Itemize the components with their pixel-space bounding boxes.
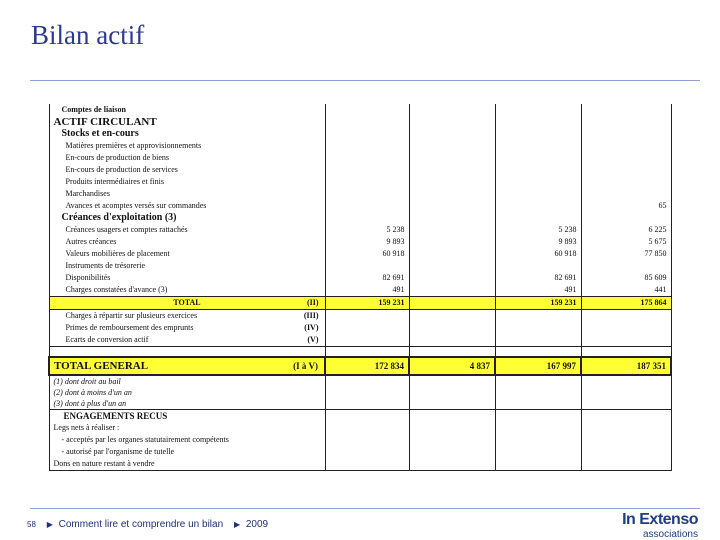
row-label: Avances et acomptes versés sur commandes: [49, 200, 325, 212]
footnote-row: [49, 387, 671, 398]
value-n1: 65: [581, 200, 671, 212]
row-code: (IV): [304, 323, 319, 332]
value-n1: 5 675: [581, 236, 671, 248]
footer-item: Comment lire et comprendre un bilan: [58, 519, 224, 530]
table-row: [49, 272, 671, 284]
subsection-heading: Créances d'exploitation (3): [49, 212, 325, 224]
row-label: Autres créances: [49, 236, 325, 248]
subtotal-row: [49, 297, 671, 310]
value-n1: 6 225: [581, 224, 671, 236]
value-brut: 5 238: [325, 224, 409, 236]
row-label: Valeurs mobilières de placement: [49, 248, 325, 260]
table-row: [49, 446, 671, 458]
row-label: Ecarts de conversion actif: [65, 335, 149, 344]
table-row: [49, 334, 671, 347]
row-label: Marchandises: [49, 188, 325, 200]
value-net: 60 918: [495, 248, 581, 260]
value-brut: 491: [325, 284, 409, 297]
row-label: - autorisé par l'organisme de tutelle: [49, 446, 325, 458]
row-label: Primes de remboursement des emprunts: [65, 323, 194, 332]
value-net: 491: [495, 284, 581, 297]
row-label: Dons en nature restant à vendre: [49, 458, 325, 471]
table-row: [49, 322, 671, 334]
footnote-row: [49, 398, 671, 410]
footnote-row: [49, 375, 671, 387]
section-heading: ACTIF CIRCULANT: [49, 116, 325, 128]
table-row: [49, 128, 671, 140]
balance-sheet-document: [48, 104, 672, 498]
value-n1: 441: [581, 284, 671, 297]
value-brut: 172 834: [325, 357, 409, 375]
page-title: Bilan actif: [31, 20, 145, 50]
footer: [27, 519, 268, 530]
row-label: Créances usagers et comptes rattachés: [49, 224, 325, 236]
value-net: 5 238: [495, 224, 581, 236]
table-row: [49, 458, 671, 471]
title-divider: [30, 80, 700, 81]
row-label: Matières premières et approvisionnements: [49, 140, 325, 152]
row-label: Comptes de liaison: [49, 104, 325, 116]
row-code: (III): [303, 311, 319, 320]
grand-total-row: [49, 357, 671, 375]
value-net: 167 997: [495, 357, 581, 375]
footnote: (2) dont à moins d'un an: [49, 387, 325, 398]
table-row: [49, 284, 671, 297]
row-label: TOTAL GENERAL: [54, 360, 149, 372]
table-row: [49, 434, 671, 446]
table-row: [49, 422, 671, 434]
value-net: 159 231: [495, 297, 581, 310]
row-label: Legs nets à réaliser :: [49, 422, 325, 434]
table-row: [49, 236, 671, 248]
table-row: [49, 260, 671, 272]
table-row: [49, 224, 671, 236]
logo-text: In Extenso: [622, 511, 698, 528]
footer-divider: [30, 508, 700, 509]
footnote: (3) dont à plus d'un an: [49, 398, 325, 410]
value-brut: 82 691: [325, 272, 409, 284]
value-brut: 60 918: [325, 248, 409, 260]
row-code: (II): [306, 298, 319, 307]
footer-item: 2009: [245, 519, 269, 530]
table-row: [49, 104, 671, 116]
value-net: 82 691: [495, 272, 581, 284]
subsection-heading: Stocks et en-cours: [49, 128, 325, 140]
table-row: [49, 152, 671, 164]
value-brut: 9 893: [325, 236, 409, 248]
table-row: [49, 188, 671, 200]
row-label: En-cours de production de services: [49, 164, 325, 176]
row-code: (I à V): [293, 361, 318, 371]
table-row: [49, 248, 671, 260]
value-n1: 77 850: [581, 248, 671, 260]
logo-subtext: associations: [642, 529, 698, 540]
caret-right-icon: ▶: [233, 520, 241, 529]
table-row: [49, 200, 671, 212]
table-row: [49, 212, 671, 224]
table-row: [49, 176, 671, 188]
table-row: [49, 164, 671, 176]
row-label: Charges à répartir sur plusieurs exercices: [65, 311, 198, 320]
value-net: 9 893: [495, 236, 581, 248]
asset-balance-table: [48, 104, 672, 471]
table-row: [49, 410, 671, 423]
page-number: 58: [27, 520, 36, 529]
caret-right-icon: ▶: [46, 520, 53, 529]
value-n1: 85 609: [581, 272, 671, 284]
table-row: [49, 116, 671, 128]
row-label: Disponibilités: [49, 272, 325, 284]
footnote: (1) dont droit au bail: [49, 375, 325, 387]
value-n1: 187 351: [581, 357, 671, 375]
table-row: [49, 310, 671, 323]
value-n1: 175 864: [581, 297, 671, 310]
row-label: - acceptés par les organes statutairement compétents: [49, 434, 325, 446]
section-heading: ENGAGEMENTS RECUS: [49, 410, 325, 423]
table-row: [49, 140, 671, 152]
value-brut: 159 231: [325, 297, 409, 310]
value-amort: 4 837: [409, 357, 495, 375]
spacer-row: [49, 347, 671, 358]
row-code: (V): [307, 335, 319, 344]
row-label: En-cours de production de biens: [49, 152, 325, 164]
row-label: Produits intermédiaires et finis: [49, 176, 325, 188]
in-extenso-logo: [602, 511, 698, 539]
row-label: Instruments de trésorerie: [49, 260, 325, 272]
row-label: TOTAL: [173, 298, 201, 307]
row-label: Charges constatées d'avance (3): [49, 284, 325, 297]
